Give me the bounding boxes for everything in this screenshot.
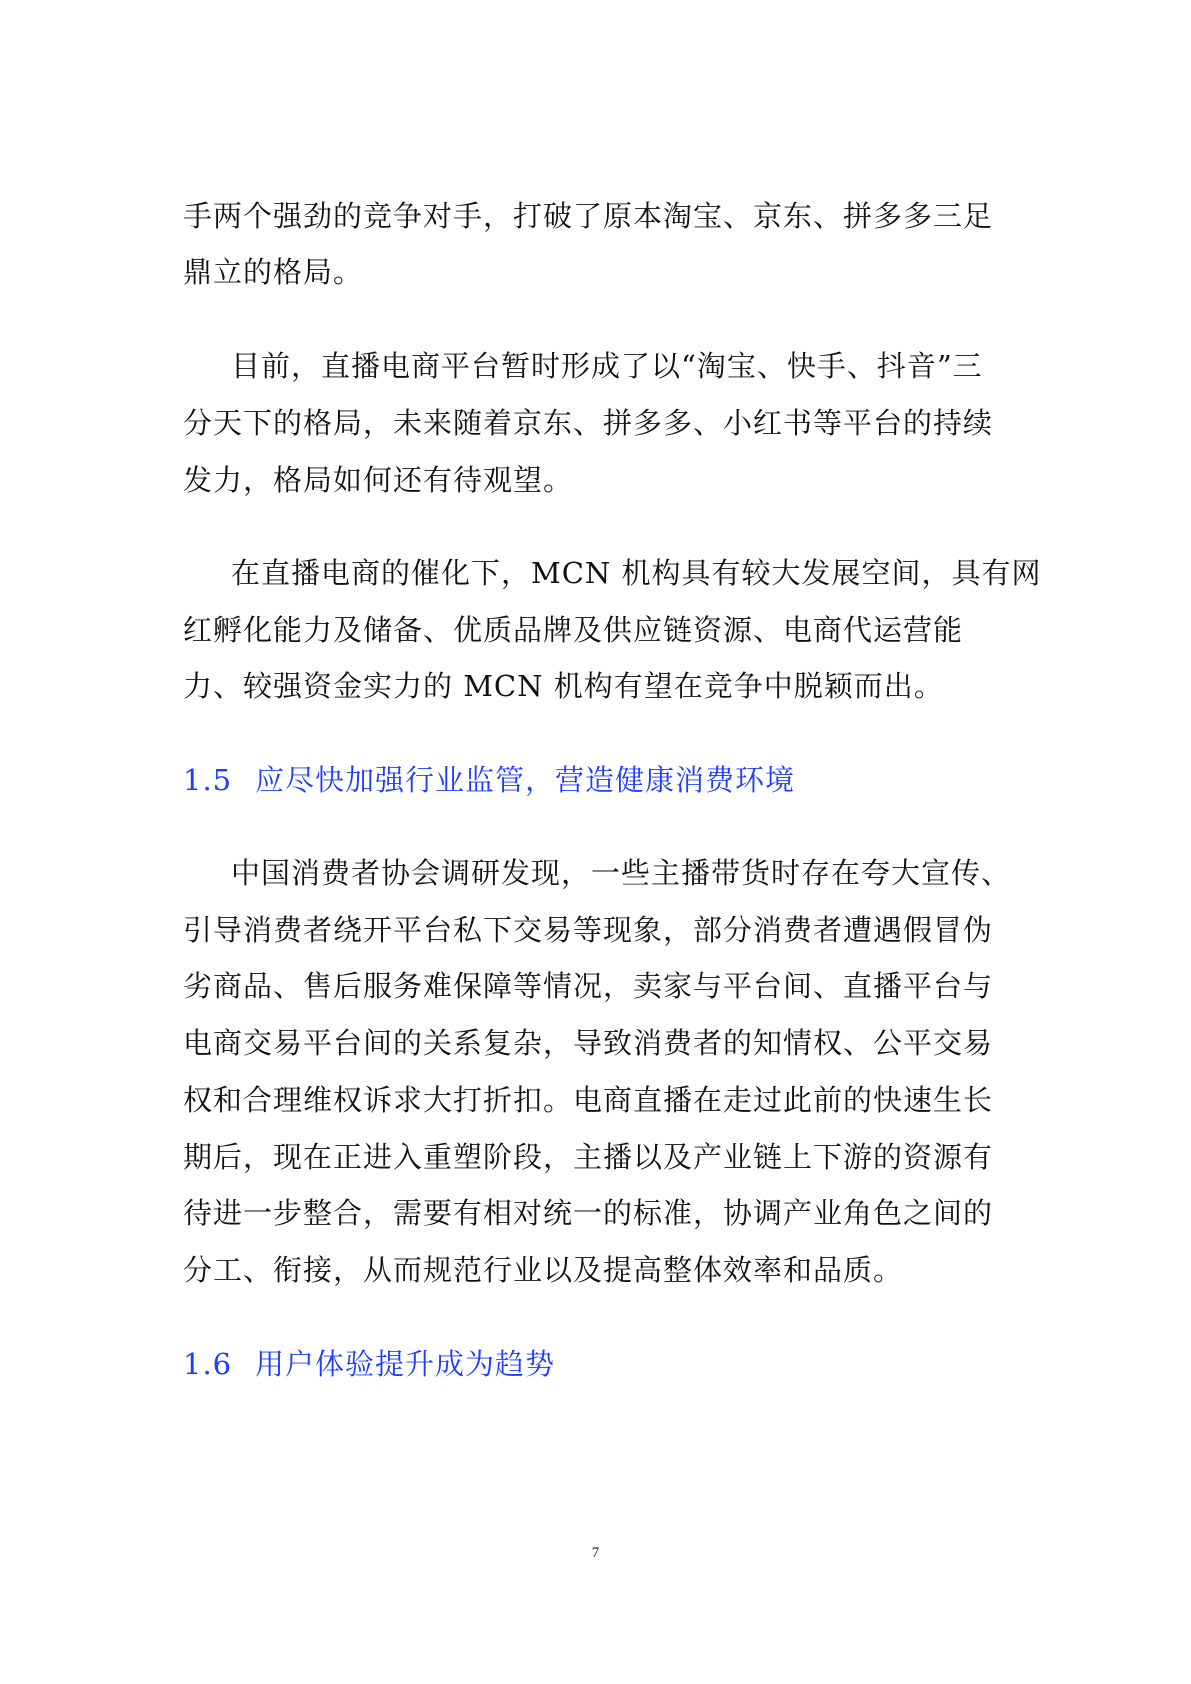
paragraph-line: 目前，直播电商平台暂时形成了以“淘宝、快手、抖音”三 xyxy=(231,349,983,383)
paragraph-line: 权和合理维权诉求大打折扣。电商直播在走过此前的快速生长 xyxy=(183,1083,994,1117)
paragraph-line: 期后，现在正进入重塑阶段，主播以及产业链上下游的资源有 xyxy=(183,1140,994,1174)
paragraph-line: 电商交易平台间的关系复杂，导致消费者的知情权、公平交易 xyxy=(183,1026,994,1060)
paragraph-line: 手两个强劲的竞争对手，打破了原本淘宝、京东、拼多多三足 xyxy=(183,199,994,233)
paragraph-line: 红孵化能力及储备、优质品牌及供应链资源、电商代运营能 xyxy=(183,613,964,647)
section-title: 用户体验提升成为趋势 xyxy=(255,1347,556,1381)
section-number: 1.5 xyxy=(183,763,233,797)
section-title: 应尽快加强行业监管，营造健康消费环境 xyxy=(255,763,796,797)
paragraph-line: 劣商品、售后服务难保障等情况，卖家与平台间、直播平台与 xyxy=(183,969,994,1003)
paragraph-line: 中国消费者协会调研发现，一些主播带货时存在夸大宣传、 xyxy=(231,856,1012,890)
paragraph-line: 鼎立的格局。 xyxy=(183,255,364,289)
paragraph-line: 力、较强资金实力的 MCN 机构有望在竞争中脱颖而出。 xyxy=(183,669,944,703)
section-number: 1.6 xyxy=(183,1347,233,1381)
paragraph-line: 待进一步整合，需要有相对统一的标准，协调产业角色之间的 xyxy=(183,1196,994,1230)
section-heading-1-6 xyxy=(183,1344,555,1384)
page-number: 7 xyxy=(591,1545,600,1561)
paragraph-line: 发力，格局如何还有待观望。 xyxy=(183,463,574,497)
paragraph-line: 引导消费者绕开平台私下交易等现象，部分消费者遭遇假冒伪 xyxy=(183,913,994,947)
paragraph-line: 分天下的格局，未来随着京东、拼多多、小红书等平台的持续 xyxy=(183,406,994,440)
paragraph-line: 分工、衔接，从而规范行业以及提高整体效率和品质。 xyxy=(183,1253,904,1287)
paragraph-line: 在直播电商的催化下，MCN 机构具有较大发展空间，具有网 xyxy=(231,556,1042,590)
section-heading-1-5 xyxy=(183,760,795,800)
